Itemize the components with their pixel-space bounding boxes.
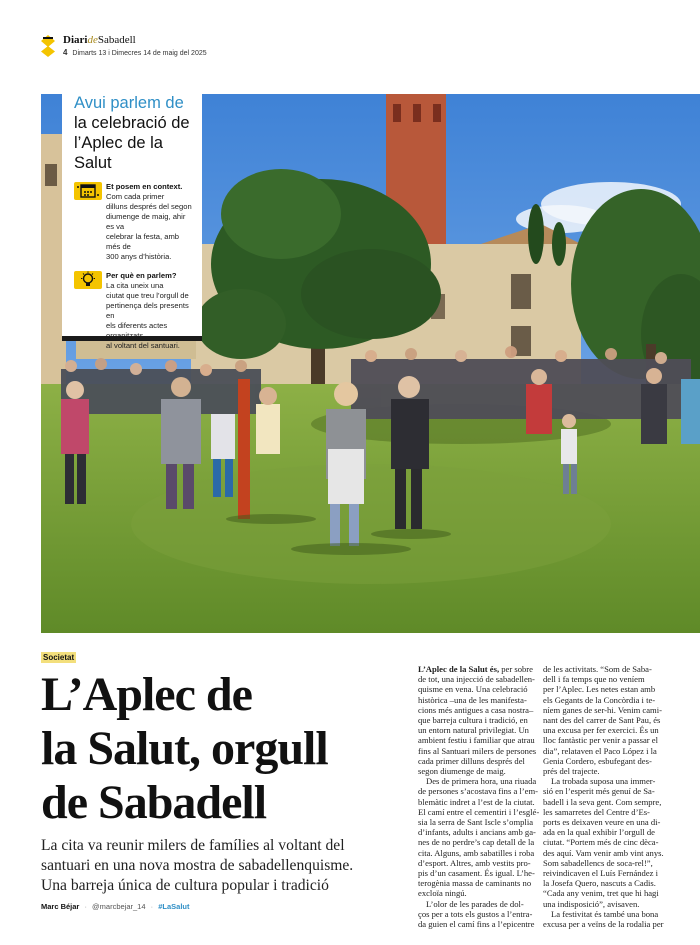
- body-line: El camí entre el cementiri i l’esglé-: [418, 806, 540, 817]
- body-line: Des de primera hora, una riuada: [426, 776, 537, 787]
- body-line: badell i la seva gent. Com sempre,: [543, 796, 662, 807]
- body-line: de les activitats. “Som de Saba-: [543, 664, 652, 674]
- body-line: cita. Alguns, amb sabatilles i roba: [418, 847, 535, 858]
- body-line: La trobada suposa una immer-: [551, 776, 656, 787]
- body-line: de persones s’acostava fins a l’em-: [418, 786, 539, 797]
- context-title-highlight: Avui parlem de: [74, 94, 184, 112]
- byline: [41, 902, 189, 911]
- context-item-line: 300 anys d’història.: [106, 252, 172, 261]
- body-line: prés del trajecte.: [543, 766, 600, 777]
- context-item-line: al voltant del santuari.: [106, 341, 180, 350]
- headline-line: de Sabadell: [41, 776, 267, 829]
- body-line: ços per a tots els gustos a l’entra-: [418, 908, 533, 919]
- body-line: “Cada any venim, tret que hi hagi: [543, 888, 659, 899]
- standfirst-line: La cita va reunir milers de famílies al voltant del: [41, 837, 345, 854]
- headline-line: L’Aplec de: [41, 668, 252, 721]
- masthead-title[interactable]: [63, 34, 136, 47]
- standfirst-line: Una barreja única de cultura popular i tradició: [41, 877, 329, 894]
- body-line: cada primer dilluns després del: [418, 755, 525, 766]
- body-line: un entorn natural privilegiat. Un: [418, 725, 529, 736]
- article-column-1: [418, 664, 540, 930]
- context-item-line: diumenge de maig, ahir es va: [106, 212, 186, 231]
- body-line: ada en la qual exhibir l’orgull de: [543, 827, 655, 838]
- author-handle[interactable]: @marcbejar_14: [92, 902, 146, 911]
- body-line: ports es deixaven veure en una di-: [543, 817, 661, 828]
- body-line: ciutat. “Portem més de cinc dèca-: [543, 837, 659, 848]
- body-line: níem ganes de ser-hi. Venim cami-: [543, 704, 662, 715]
- context-item-heading: Et posem en context.: [106, 182, 183, 191]
- context-item-line: pertinença dels presents en: [106, 301, 189, 320]
- context-item-line: Com cada primer: [106, 192, 165, 201]
- body-line: que barreja cultura i tradició, en: [418, 715, 528, 726]
- body-line: nes de no perdre’s cap detall de la: [418, 837, 535, 848]
- body-line: lloc fantàstic per venir a passar el: [543, 735, 659, 746]
- body-line: per l’Aplec. Les netes estan amb: [543, 684, 656, 695]
- calendar-icon: [74, 182, 102, 200]
- body-line: La festivitat és també una bona: [551, 908, 659, 919]
- body-line: Genia Cordero, esbufegant des-: [543, 755, 652, 766]
- body-line-text: per sobre: [499, 664, 533, 674]
- body-line: dia”, relataven el Paco López i la: [543, 745, 657, 756]
- article-headline: [41, 668, 381, 830]
- body-line: excloïa ningú.: [418, 888, 467, 899]
- context-item-line: ciutat que treu l’orgull de: [106, 291, 189, 300]
- body-line: blemàtic indret a l’est de la ciutat.: [418, 796, 535, 807]
- body-line: da guien el camí fins a l’epicentre: [418, 919, 535, 930]
- body-line: d’infants, adults i ancians amb ga-: [418, 827, 536, 838]
- body-line: fins al Santuari milers de persones: [418, 745, 537, 756]
- context-box-bottom-rule: [62, 336, 202, 341]
- hashtag-link[interactable]: #LaSalut: [158, 902, 190, 911]
- body-line: la Josefa Quero, nascuts a Cadis.: [543, 878, 656, 889]
- article-standfirst: [41, 836, 391, 896]
- body-line: una excusa per fer exercici. És un: [543, 725, 659, 736]
- context-item-line: els diferents actes: [106, 321, 168, 330]
- section-tag[interactable]: Societat: [43, 653, 75, 662]
- body-line: quisme en vena. Una celebració: [418, 684, 528, 695]
- context-box: [62, 94, 202, 350]
- context-item-background: [74, 182, 192, 262]
- standfirst-line: santuari en una nova mostra de sabadellenquisme.: [41, 857, 354, 874]
- body-line: L’olor de les parades de dol-: [426, 898, 524, 909]
- context-item-line: celebrar la festa, amb més de: [106, 232, 180, 251]
- headline-line: la Salut, orgull: [41, 722, 328, 775]
- body-line: cions més antigues a casa nostra–: [418, 704, 534, 715]
- issue-date: Dimarts 13 i Dimecres 14 de maig del 2025: [72, 50, 207, 57]
- body-line: dell i fa temps que no veníem: [543, 674, 645, 685]
- body-line: ambient festiu i familiar que atrau: [418, 735, 535, 746]
- article-column-2: [543, 664, 664, 930]
- body-line: una indisposició”, avisaven.: [543, 898, 640, 909]
- context-title: [74, 93, 192, 173]
- body-line: terogènia massa de caminants no: [418, 878, 532, 889]
- body-line: [418, 664, 534, 674]
- body-line: històrica –una de les manifesta-: [418, 694, 527, 705]
- page-info: [63, 48, 207, 58]
- body-line: sió en l’esperit més genuí de Sa-: [543, 786, 655, 797]
- body-line: Som sabadellencs de soca-rel!”,: [543, 857, 653, 868]
- masthead-brand-sabadell: Sabadell: [97, 34, 136, 46]
- body-line: les samarretes del Centre d’Es-: [543, 806, 650, 817]
- body-line: nant des del carrer de Sant Pau, és: [543, 715, 661, 726]
- body-line: segon diumenge de maig.: [418, 766, 506, 777]
- lightbulb-icon: [74, 271, 102, 289]
- page-number: 4: [63, 48, 68, 57]
- body-line: els Gegants de la Concòrdia i te-: [543, 694, 656, 705]
- body-line: reivindicaven el Luís Fernández i: [543, 868, 659, 879]
- body-line: de tot, una injecció de sabadellen-: [418, 674, 535, 685]
- body-line: sia la serra de Sant Iscle s’omplia: [418, 817, 534, 828]
- byline-separator: ·: [84, 902, 87, 911]
- masthead-brand-de: de: [87, 34, 98, 46]
- context-title-rest: la celebració de l’Aplec de la Salut: [74, 114, 190, 172]
- context-item-line: La cita uneix una: [106, 281, 164, 290]
- body-line: des aquí. Vam venir amb vint anys.: [543, 847, 664, 858]
- lead-in: L’Aplec de la Salut és,: [418, 664, 500, 674]
- author-name[interactable]: Marc Béjar: [41, 902, 80, 911]
- body-line: d’esport. Altres, amb vestits pro-: [418, 857, 531, 868]
- context-item-heading: Per què en parlem?: [106, 271, 177, 280]
- newspaper-logo-icon: [41, 35, 55, 57]
- byline-separator: ·: [150, 902, 154, 911]
- body-line: pis d’un casament. És igual. L’he-: [418, 868, 535, 879]
- body-line: excusa per a veïns de la rodalia per: [543, 919, 664, 930]
- context-item-line: dilluns després del segon: [106, 202, 192, 211]
- masthead-brand-diari: Diari: [63, 34, 88, 46]
